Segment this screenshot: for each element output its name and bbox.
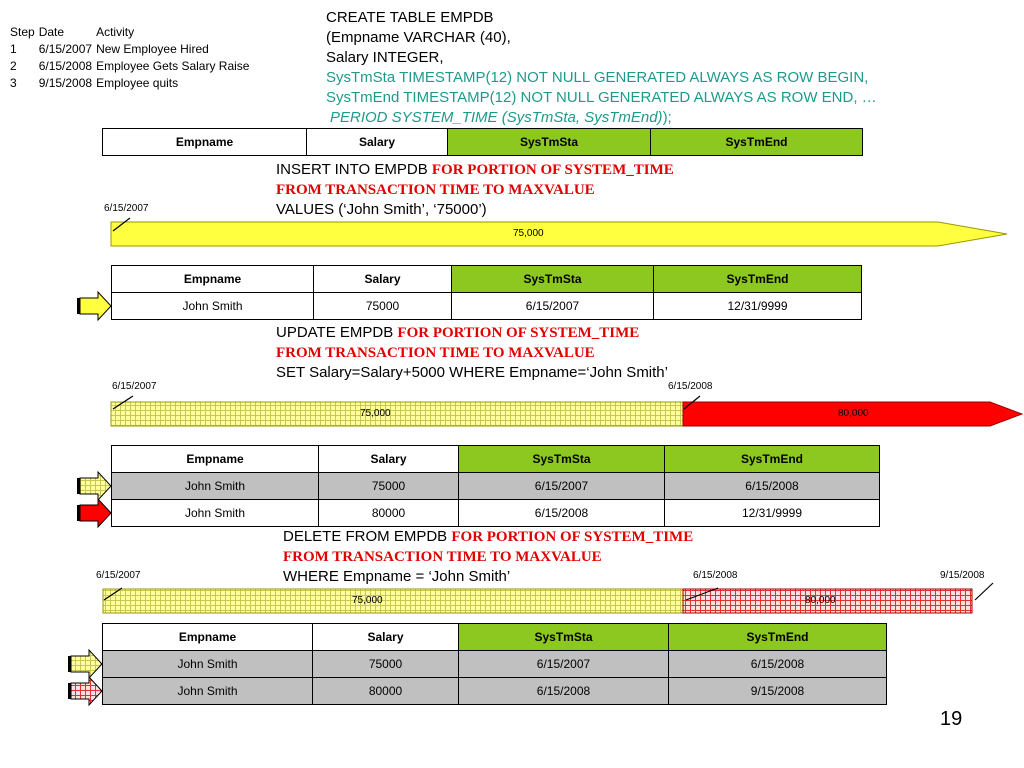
steps-header-date: Date (38, 25, 65, 39)
timeline1-label: 75,000 (513, 228, 544, 239)
timeline2-date-start: 6/15/2007 (112, 381, 157, 392)
create-line6: PERIOD SYSTEM_TIME (SysTmSta, SysTmEnd) (330, 109, 663, 126)
delete-statement (283, 527, 693, 587)
table-row (103, 678, 887, 705)
row-arrow-red (80, 499, 111, 527)
create-statement (326, 8, 877, 128)
table-row (112, 500, 880, 527)
cell-salary: 75000 (314, 293, 452, 320)
update-line3: SET Salary=Salary+5000 WHERE Empname=‘John Smith’ (276, 364, 668, 381)
col-salary: Salary (319, 446, 459, 473)
cell-systmend: 6/15/2008 (669, 651, 887, 678)
timeline3-date-mid: 6/15/2008 (693, 570, 738, 581)
steps-header-activity: Activity (96, 25, 135, 39)
steps-cell: 6/15/2008 (38, 59, 93, 73)
col-salary: Salary (313, 624, 459, 651)
insert-line3: VALUES (‘John Smith’, ‘75000’) (276, 201, 487, 218)
steps-cell: 1 (10, 42, 17, 56)
update-prefix: UPDATE EMPDB (276, 324, 398, 341)
create-line2: (Empname VARCHAR (40), (326, 29, 511, 46)
update-red2: FROM TRANSACTION TIME TO MAXVALUE (276, 345, 595, 361)
update-red1: FOR PORTION OF SYSTEM_TIME (397, 325, 640, 341)
col-empname: Empname (103, 624, 313, 651)
col-systmsta: SysTmSta (459, 446, 665, 473)
page-number: 19 (940, 708, 963, 730)
insert-statement (276, 160, 674, 220)
cell-salary: 80000 (319, 500, 459, 527)
steps-cell: Employee Gets Salary Raise (96, 59, 250, 73)
steps-cell: 6/15/2007 (38, 42, 93, 56)
cell-salary: 75000 (319, 473, 459, 500)
cell-systmsta: 6/15/2007 (459, 651, 669, 678)
delete-line3: WHERE Empname = ‘John Smith’ (283, 568, 511, 585)
timeline2-date-mid: 6/15/2008 (668, 381, 713, 392)
timeline3-label-a: 75,000 (352, 595, 383, 606)
insert-red1: FOR PORTION OF SYSTEM_TIME (431, 162, 674, 178)
col-empname: Empname (112, 446, 319, 473)
cell-salary: 80000 (313, 678, 459, 705)
cell-empname: John Smith (112, 473, 319, 500)
timeline3-bar-a (103, 589, 683, 613)
table-row (103, 651, 887, 678)
create-line3: Salary INTEGER, (326, 49, 444, 66)
col-empname: Empname (112, 266, 314, 293)
steps-cell: Employee quits (96, 76, 179, 90)
row-arrow-hatched (80, 472, 111, 500)
cell-empname: John Smith (112, 500, 319, 527)
create-line5: SysTmEnd TIMESTAMP(12) NOT NULL GENERATED ALWAYS AS ROW END, … (326, 89, 877, 106)
col-systmend: SysTmEnd (665, 446, 880, 473)
steps-table (10, 24, 253, 92)
col-salary: Salary (307, 129, 448, 156)
table3 (111, 445, 880, 527)
col-empname: Empname (103, 129, 307, 156)
timeline2-label-a: 75,000 (360, 408, 391, 419)
table-row (112, 473, 880, 500)
delete-prefix: DELETE FROM EMPDB (283, 528, 452, 545)
col-systmsta: SysTmSta (459, 624, 669, 651)
steps-cell: 3 (10, 76, 17, 90)
timeline1-arrow (111, 222, 1007, 246)
col-salary: Salary (314, 266, 452, 293)
cell-empname: John Smith (103, 678, 313, 705)
col-systmend: SysTmEnd (669, 624, 887, 651)
cell-systmend: 12/31/9999 (665, 500, 880, 527)
cell-systmend: 6/15/2008 (665, 473, 880, 500)
create-line4: SysTmSta TIMESTAMP(12) NOT NULL GENERATED ALWAYS AS ROW BEGIN, (326, 69, 869, 86)
cell-systmsta: 6/15/2007 (452, 293, 654, 320)
cell-empname: John Smith (103, 651, 313, 678)
delete-red1: FOR PORTION OF SYSTEM_TIME (451, 529, 694, 545)
update-statement (276, 323, 668, 383)
steps-cell: 9/15/2008 (38, 76, 93, 90)
cell-salary: 75000 (313, 651, 459, 678)
timeline3-date-end: 9/15/2008 (940, 570, 985, 581)
row-arrow-hatched-2 (71, 650, 102, 678)
steps-cell: New Employee Hired (96, 42, 209, 56)
col-systmsta: SysTmSta (448, 129, 651, 156)
timeline1-date-start: 6/15/2007 (104, 203, 149, 214)
row-arrow-yellow (80, 292, 111, 320)
delete-red2: FROM TRANSACTION TIME TO MAXVALUE (283, 549, 602, 565)
insert-prefix: INSERT INTO EMPDB (276, 161, 432, 178)
cell-systmsta: 6/15/2007 (459, 473, 665, 500)
table1 (102, 128, 863, 156)
cell-empname: John Smith (112, 293, 314, 320)
timeline2-bar-a (111, 402, 683, 426)
steps-header-step: Step (10, 25, 35, 39)
table-row (112, 293, 862, 320)
insert-red2: FROM TRANSACTION TIME TO MAXVALUE (276, 182, 595, 198)
table4 (102, 623, 887, 705)
create-line1: CREATE TABLE EMPDB (326, 9, 494, 26)
timeline2-label-b: 80,000 (838, 408, 869, 419)
cell-systmsta: 6/15/2008 (459, 500, 665, 527)
row-arrow-redhatch (71, 677, 102, 705)
create-line6-end: ); (662, 109, 672, 126)
col-systmend: SysTmEnd (651, 129, 863, 156)
cell-systmend: 12/31/9999 (654, 293, 862, 320)
timeline3-label-b: 80,000 (805, 595, 836, 606)
col-systmsta: SysTmSta (452, 266, 654, 293)
timeline3-date-start: 6/15/2007 (96, 570, 141, 581)
col-systmend: SysTmEnd (654, 266, 862, 293)
steps-cell: 2 (10, 59, 17, 73)
cell-systmsta: 6/15/2008 (459, 678, 669, 705)
cell-systmend: 9/15/2008 (669, 678, 887, 705)
table2 (111, 265, 862, 320)
